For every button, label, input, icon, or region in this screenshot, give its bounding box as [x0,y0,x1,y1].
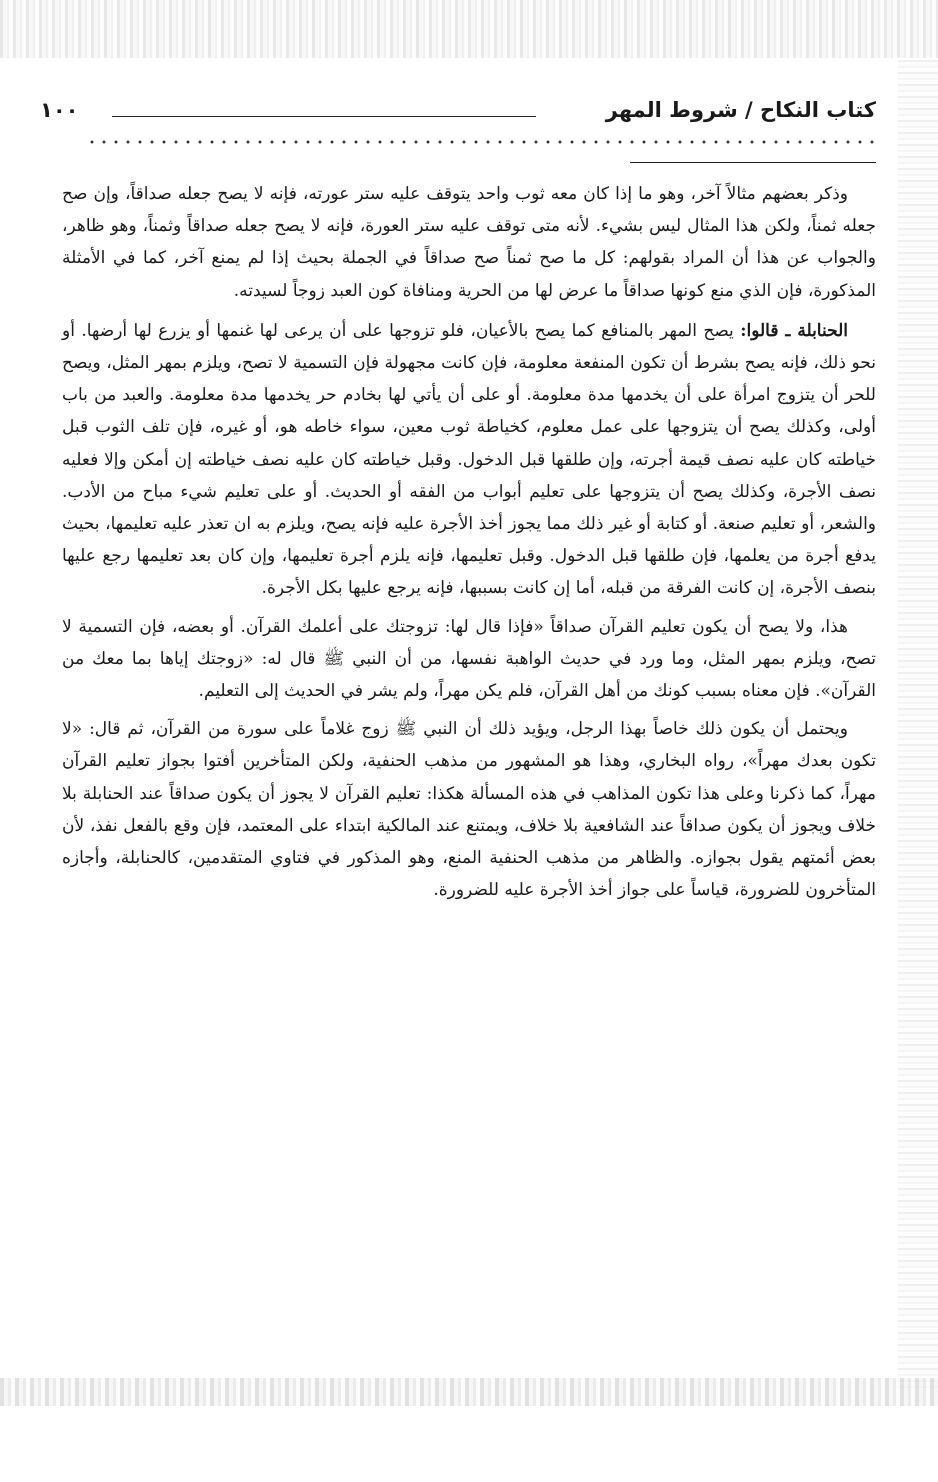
paragraph [62,315,876,605]
paragraph-text: وذكر بعضهم مثالاً آخر، وهو ما إذا كان معه ثوب واحد يتوقف عليه ستر عورته، فإنه لا يصح جعله صداقاً، وإن صح جعله ثمناً، ولكن هذا المثال ليس بشيء. لأنه متى توقف عليه ستر العورة، فإنه لا يصح جعله صداقاً وثمناً، وهو ظاهر، والجواب عن هذا أن المراد بقولهم: كل ما صح ثمناً صح صداقاً في الجملة بحيث إذا لم يمنع آخر، كما في الأمثلة المذكورة، فإن الذي منع كونها صداقاً ما عرض لها من الحرية ومنافاة كون العبد زوجاً لسيدته. [62,184,876,301]
paragraph-text: هذا، ولا يصح أن يكون تعليم القرآن صداقاً «فإذا قال لها: تزوجتك على أعلمك القرآن. أو بعضه، فإن التسمية لا تصح، ويلزم بمهر المثل، وما ورد في حديث الواهبة نفسها، من أن النبي ﷺ قال له: «زوجتك إياها بما معك من القرآن». فإن معناه بسبب كونك من أهل القرآن، فلم يكن مهراً، ولم يشر في الحديث إلى التعليم. [62,616,876,702]
page-number: ١٠٠ [40,98,79,122]
paragraph [62,713,876,906]
running-title: كتاب النكاح / شروط المهر [605,98,876,122]
page-header [40,92,876,132]
header-rule [112,116,536,117]
paragraph-text: يصح المهر بالمنافع كما يصح بالأعيان، فلو تزوجها على أن يرعى لها غنمها أو يزرع لها أرضها. أو نحو ذلك، فإنه يصح بشرط أن تكون المنفعة معلومة، فإن كانت مجهولة فإن التسمية لا تصح، ويلزم بمهر المثل، ويصح للحر أن يتزوج امرأة على أن يخدمها مدة معلومة. أو على أن يأتي لها بخادم حر يخدمها مدة معلومة. والعبد من باب أولى، وكذلك يصح أن يتزوجها على عمل معلوم، كخياطة ثوب معين، سواء خاطه هو، أو غيره، فإن تلف الثوب قبل خياطته كان عليه نصف قيمة أجرته، وإن طلقها قبل الدخول. وقبل خياطته كان عليه نصف خياطته إن أمكن وإلا فعليه نصف الأجرة، وكذلك يصح أن يتزوجها على تعليم أبواب من الفقه أو الحديث. أو على تعليم شيء مباح من الأدب. والشعر، أو تعليم صنعة. أو كتابة أو غير ذلك مما يجوز أخذ الأجرة عليه فإنه يصح، ويلزم به ان تعذر عليه تعليمها، بحيث يدفع أجرة من يعلمها، فإن طلقها قبل الدخول. وقبل تعليمها، فإنه يلزم أجرة تعليمها، وإن كان بعد تعليمها رجع عليها بنصف الأجرة، إن كانت الفرقة من قبله، أما إن كانت بسببها، فإنه يرجع عليها بكل الأجرة. [62,320,876,599]
scan-border-bottom [0,1378,938,1406]
paragraph [62,611,876,708]
footnote-rule [630,162,876,163]
paragraph-lead: الحنابلة ـ قالوا: [740,320,848,341]
dotted-separator [86,138,876,146]
paragraph [62,178,876,307]
footnote-text [62,178,876,912]
scan-border-top [0,0,938,62]
paragraph-text: ويحتمل أن يكون ذلك خاصاً بهذا الرجل، ويؤيد ذلك أن النبي ﷺ زوج غلاماً على سورة من القرآن، ثم قال: «لا تكون بعدك مهراً»، رواه البخاري، وهذا هو المشهور من مذهب الحنفية، ولكن المتأخرين أفتوا بجواز تعليم القرآن مهراً، كما ذكرنا وعلى هذا تكون المذاهب في هذه المسألة هكذا: تعليم القرآن لا يجوز أن يكون صداقاً عند الحنابلة بلا خلاف ويجوز أن يكون صداقاً عند الشافعية بلا خلاف، ويمتنع عند المالكية ابتداء على المعتمد، فإن وقع بالفعل نفذ، لأن بعض أئمتهم يقول بجوازه. والظاهر من مذهب الحنفية المنع، وهو المذكور في فتاوي المتقدمين، كالحنابلة، وأجازه المتأخرون للضرورة، قياساً على جواز أخذ الأجرة عليه للضرورة. [62,719,876,901]
scan-border-right [898,60,938,1390]
